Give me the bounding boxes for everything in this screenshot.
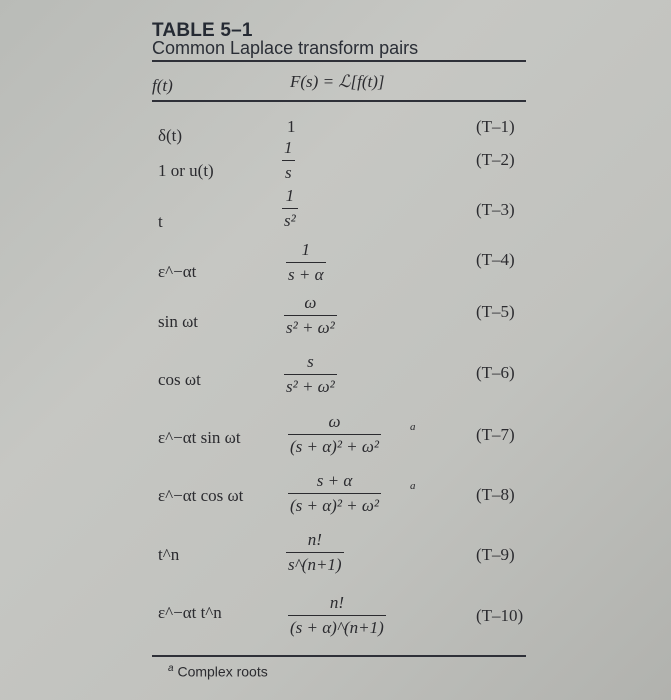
row-tag: (T–6) [476, 363, 515, 382]
row-ft: 1 or u(t) [158, 161, 214, 180]
footnote-marker: a [410, 421, 416, 433]
fraction-denominator: s² + ω² [286, 318, 335, 337]
row-tag: (T–2) [476, 150, 515, 169]
row-fs-fraction [286, 240, 326, 285]
row-tag: (T–9) [476, 545, 515, 564]
row-fs-fraction [284, 352, 337, 397]
row-fs: 1 [287, 117, 296, 136]
fraction-denominator: (s + α)² + ω² [290, 496, 380, 515]
row-tag: (T–5) [476, 302, 515, 321]
row-tag: (T–3) [476, 200, 515, 219]
fraction-numerator: 1 [301, 240, 310, 259]
row-ft: ε^−αt sin ωt [158, 428, 241, 447]
fraction-bar [286, 262, 326, 263]
row-fs-fraction [288, 593, 386, 638]
row-ft: sin ωt [158, 312, 199, 331]
top-rule [152, 60, 526, 62]
row-fs-fraction [284, 293, 337, 338]
fraction-denominator: s [284, 163, 292, 182]
footnote-text: Complex roots [177, 663, 268, 680]
fraction-bar [284, 374, 337, 375]
row-tag: (T–1) [476, 117, 515, 136]
fraction-numerator: 1 [285, 186, 295, 205]
fraction-numerator: n! [329, 593, 344, 612]
bottom-rule [152, 655, 526, 657]
row-tag: (T–7) [476, 425, 515, 444]
fraction-numerator: ω [304, 293, 317, 312]
footnote-mark: a [168, 663, 174, 674]
row-fs-fraction [288, 471, 381, 516]
row-tag: (T–10) [476, 606, 524, 625]
row-ft: ε^−αt t^n [158, 603, 222, 622]
table-subtitle: Common Laplace transform pairs [152, 38, 419, 58]
fraction-bar [288, 493, 381, 494]
fraction-numerator: 1 [284, 138, 293, 157]
fraction-denominator: s² [284, 211, 296, 230]
column-header-ft: f(t) [152, 76, 173, 95]
row-ft: ε^−αt cos ωt [158, 486, 244, 505]
row-fs-fraction [286, 530, 344, 575]
fraction-numerator: s + α [316, 471, 353, 490]
fraction-numerator: ω [328, 412, 341, 431]
footnote-marker: a [410, 480, 416, 492]
fraction-bar [288, 615, 386, 616]
fraction-bar [282, 208, 298, 209]
fraction-denominator: (s + α)² + ω² [290, 437, 380, 456]
fraction-numerator: n! [307, 530, 322, 549]
row-fs-fraction [282, 138, 295, 183]
row-ft: cos ωt [158, 370, 201, 389]
fraction-bar [288, 434, 381, 435]
fraction-denominator: s + α [288, 265, 324, 284]
row-ft: δ(t) [158, 126, 183, 145]
fraction-numerator: s [307, 352, 314, 371]
fraction-bar [282, 160, 295, 161]
header-rule [152, 100, 526, 102]
row-ft: ε^−αt [158, 262, 197, 281]
row-tag: (T–4) [476, 250, 515, 269]
table-title: TABLE 5–1 [152, 20, 253, 41]
row-fs-fraction [282, 186, 298, 231]
fraction-denominator: s² + ω² [286, 377, 335, 396]
fraction-bar [286, 552, 344, 553]
row-ft: t [158, 212, 163, 231]
fraction-denominator: (s + α)^(n+1) [290, 618, 384, 637]
fraction-bar [284, 315, 337, 316]
row-tag: (T–8) [476, 485, 515, 504]
column-header-fs: F(s) = ℒ[f(t)] [290, 72, 385, 91]
row-fs-fraction [288, 412, 381, 457]
table-footnote [168, 663, 268, 680]
fraction-denominator: s^(n+1) [288, 555, 342, 574]
row-ft: t^n [158, 545, 180, 564]
